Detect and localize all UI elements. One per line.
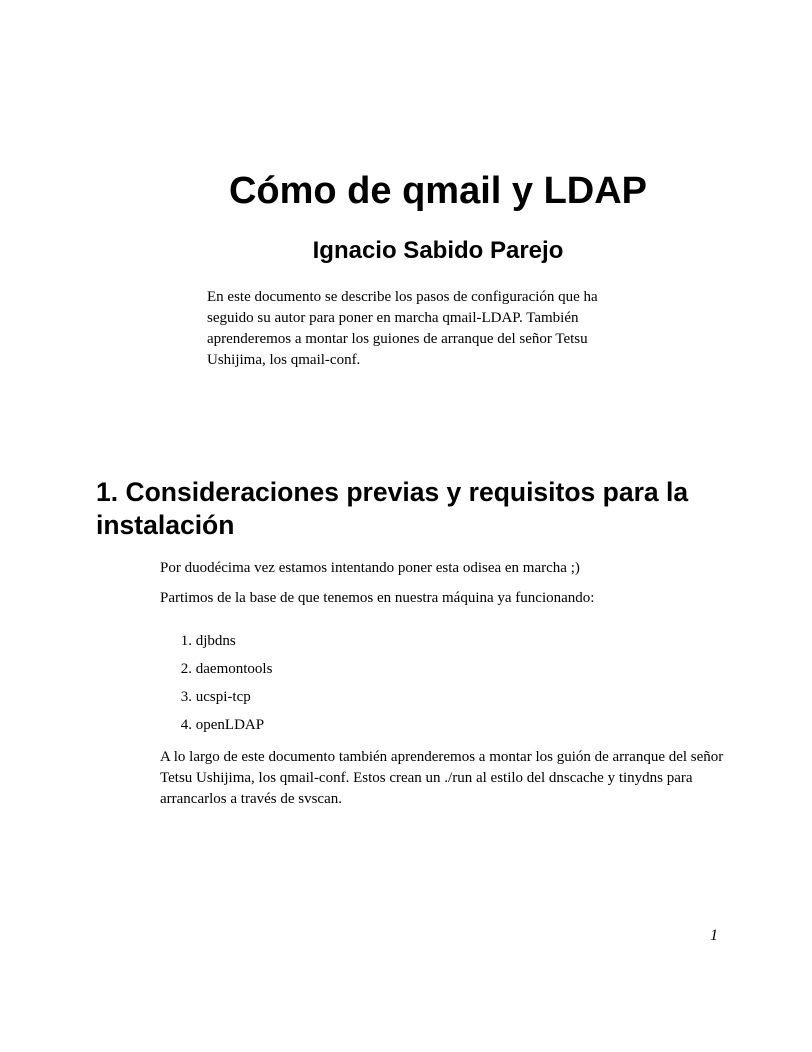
requirements-list bbox=[160, 631, 272, 743]
list-item bbox=[160, 687, 272, 715]
list-item bbox=[160, 659, 272, 687]
list-item-number: 3. bbox=[180, 689, 192, 705]
list-item-number: 4. bbox=[180, 717, 192, 733]
section-paragraph-requirements-intro: Partimos de la base de que tenemos en nuestra máquina ya funcionando: bbox=[160, 590, 595, 606]
list-item-number: 2. bbox=[180, 661, 192, 677]
list-item-label: djbdns bbox=[195, 633, 236, 649]
list-item-label: ucspi-tcp bbox=[195, 689, 251, 705]
document-title: Cómo de qmail y LDAP bbox=[228, 170, 648, 212]
section-paragraph-intro: Por duodécima vez estamos intentando poner esta odisea en marcha ;) bbox=[160, 560, 580, 576]
list-item-number: 1. bbox=[180, 633, 192, 649]
document-author: Ignacio Sabido Parejo bbox=[312, 237, 564, 264]
list-item bbox=[160, 631, 272, 659]
section-paragraph-qmail-conf: A lo largo de este documento también aprenderemos a montar los guión de arranque del señor Tetsu Ushijima, los qmail-conf. Estos crean un ./run al estilo del dnscache y tinydns para arrancarlos a través de svscan. bbox=[160, 749, 724, 807]
list-item-label: daemontools bbox=[195, 661, 273, 677]
document-abstract: En este documento se describe los pasos de configuración que ha seguido su autor para poner en marcha qmail-LDAP. También aprenderemos a montar los guiones de arranque del señor Tetsu Ushijima, los qmail-conf. bbox=[207, 289, 598, 368]
list-item bbox=[160, 715, 272, 743]
list-item-label: openLDAP bbox=[195, 717, 265, 733]
section-heading: 1. Consideraciones previas y requisitos para la instalación bbox=[96, 477, 689, 540]
page-number: 1 bbox=[710, 927, 718, 944]
